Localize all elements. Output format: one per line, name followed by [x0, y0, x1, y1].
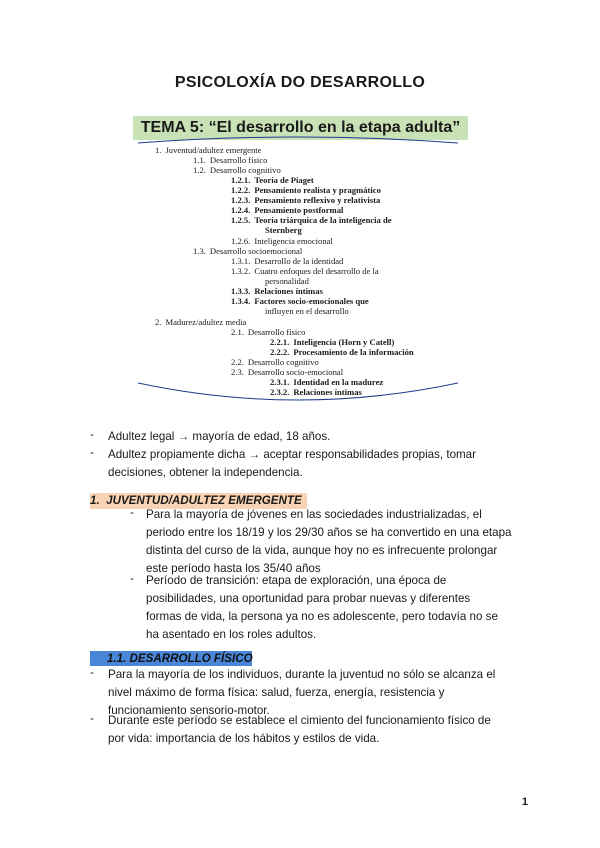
text-line: ha asentado en los roles adultos. [146, 628, 317, 641]
toc-num: 2.3.2. [270, 387, 290, 397]
subsection-bullet [108, 712, 528, 748]
toc-num: 1.3.3. [231, 286, 251, 296]
toc-text: Desarrollo cognitivo [247, 357, 319, 367]
text-line: posibilidades, una oportunidad para probar nuevas y diferentes [146, 592, 471, 605]
text-line: nivel máximo de forma física: salud, fuerza, energía, resistencia y [108, 686, 445, 699]
toc-item [231, 215, 392, 225]
text-line: Durante este período se establece el cimiento del funcionamiento físico de [108, 714, 491, 727]
bullet-dash: - [90, 428, 94, 441]
bullet-dash: - [90, 666, 94, 679]
toc-text: Desarrollo socio-emocional [247, 367, 344, 377]
toc-item [231, 236, 333, 246]
toc-text: influyen en el desarrollo [265, 306, 349, 316]
text-line: funcionamiento sensorio-motor. [108, 704, 270, 717]
toc-text: Relaciones íntimas [254, 286, 323, 296]
toc-num: 2.2.2. [270, 347, 290, 357]
toc-num: 1.3.1. [231, 256, 251, 266]
section-bullet [146, 506, 526, 578]
toc-item [155, 145, 261, 155]
toc-item-continuation [261, 306, 349, 316]
text-line: periodo entre los 18/19 y los 29/30 años se ha convertido en una etapa [146, 526, 512, 539]
toc-item [231, 367, 343, 377]
toc-text: Pensamiento realista y pragmático [254, 185, 381, 195]
toc-text: personalidad [265, 276, 309, 286]
toc-item [231, 286, 323, 296]
section-number: 1. [90, 494, 100, 507]
toc-text: Teoría triárquica de la inteligencia de [254, 215, 392, 225]
toc-text: Sternberg [265, 225, 302, 235]
toc-num: 1.2. [193, 165, 206, 175]
toc-item [231, 296, 369, 306]
toc-item [270, 347, 414, 357]
toc-item [270, 337, 394, 347]
toc-num: 1.2.1. [231, 175, 251, 185]
toc-item [270, 387, 362, 397]
bullet-dash: - [90, 446, 94, 459]
toc-text: Identidad en la madurez [293, 377, 384, 387]
toc-text: Factores socio-emocionales que [254, 296, 369, 306]
toc-text: Desarrollo físico [209, 155, 268, 165]
toc-item [231, 175, 314, 185]
toc-text: Desarrollo físico [247, 327, 306, 337]
text-line: Para la mayoría de los individuos, durante la juventud no sólo se alcanza el [108, 668, 496, 681]
toc-text: Desarrollo socioemocional [209, 246, 303, 256]
toc-item [231, 357, 319, 367]
tema-heading: TEMA 5: “El desarrollo en la etapa adulta” [133, 116, 468, 140]
intro-bullet [108, 428, 528, 446]
toc-num: 1.2.6. [231, 236, 251, 246]
text-line: Adultez propiamente dicha → aceptar responsabilidades propias, tomar [108, 448, 476, 461]
toc-item-continuation [261, 276, 309, 286]
toc-num: 2.3.1. [270, 377, 290, 387]
section-bullet [146, 572, 526, 644]
toc-num: 1.2.4. [231, 205, 251, 215]
bullet-dash: - [130, 506, 134, 519]
toc-item [231, 205, 343, 215]
toc-text: Pensamiento reflexivo y relativista [254, 195, 381, 205]
toc-text: Teoría de Piaget [254, 175, 314, 185]
toc-item [193, 246, 302, 256]
toc-item [155, 317, 246, 327]
toc-num: 2.2.1. [270, 337, 290, 347]
toc-item-continuation [261, 225, 302, 235]
toc-text: Procesamiento de la información [293, 347, 414, 357]
text-line: por vida: importancia de los hábitos y estilos de vida. [108, 732, 380, 745]
document-title: PSICOLOXÍA DO DESARROLLO [174, 74, 426, 91]
toc-item [231, 327, 305, 337]
toc-text: Relaciones íntimas [293, 387, 362, 397]
text-line: decisiones, obtener la independencia. [108, 466, 303, 479]
text-line: Para la mayoría de jóvenes en las sociedades industrializadas, el [146, 508, 482, 521]
text-line: formas de vida, la persona ya no es adolescente, pero todavía no se [146, 610, 498, 623]
toc-text: Inteligencia (Horn y Catell) [293, 337, 395, 347]
toc-num: 1.3.4. [231, 296, 251, 306]
toc-num: 1.3. [193, 246, 206, 256]
toc-text: Juventud/adultez emergente [165, 145, 262, 155]
toc-text: Madurez/adultez media [165, 317, 247, 327]
bullet-dash: - [90, 712, 94, 725]
toc-num: 2.1. [231, 327, 244, 337]
toc-num: 1.2.3. [231, 195, 251, 205]
toc-item [231, 195, 380, 205]
section-title: JUVENTUD/ADULTEZ EMERGENTE [106, 494, 302, 507]
intro-bullet [108, 446, 538, 482]
toc-item [270, 377, 383, 387]
subsection-heading: 1.1. DESARROLLO FÍSICO [90, 651, 252, 666]
toc-text: Desarrollo cognitivo [209, 165, 281, 175]
toc-item [231, 266, 379, 276]
toc-item [193, 165, 281, 175]
toc-item [231, 256, 343, 266]
text-line: este período hasta los 35/40 años [146, 562, 321, 575]
toc-num: 2.3. [231, 367, 244, 377]
toc-text: Inteligencia emocional [254, 236, 333, 246]
toc-item [231, 185, 381, 195]
toc-text: Desarrollo de la identidad [254, 256, 344, 266]
bullet-dash: - [130, 572, 134, 585]
toc-num: 2.2. [231, 357, 244, 367]
toc-num: 1.1. [193, 155, 206, 165]
page-number: 1 [521, 796, 528, 808]
toc-num: 1.2.2. [231, 185, 251, 195]
text-line: distinta del curso de la vida, aunque hoy no es infrecuente prolongar [146, 544, 498, 557]
toc-num: 2. [155, 317, 162, 327]
toc-num: 1.2.5. [231, 215, 251, 225]
toc-text: Pensamiento postformal [254, 205, 344, 215]
toc-top-arc [138, 137, 458, 143]
toc-item [193, 155, 267, 165]
toc-num: 1.3.2. [231, 266, 251, 276]
toc-num: 1. [155, 145, 162, 155]
text-line: Adultez legal → mayoría de edad, 18 años. [108, 430, 331, 443]
toc-text: Cuatro enfoques del desarrollo de la [254, 266, 379, 276]
text-line: Período de transición: etapa de exploración, una época de [146, 574, 447, 587]
